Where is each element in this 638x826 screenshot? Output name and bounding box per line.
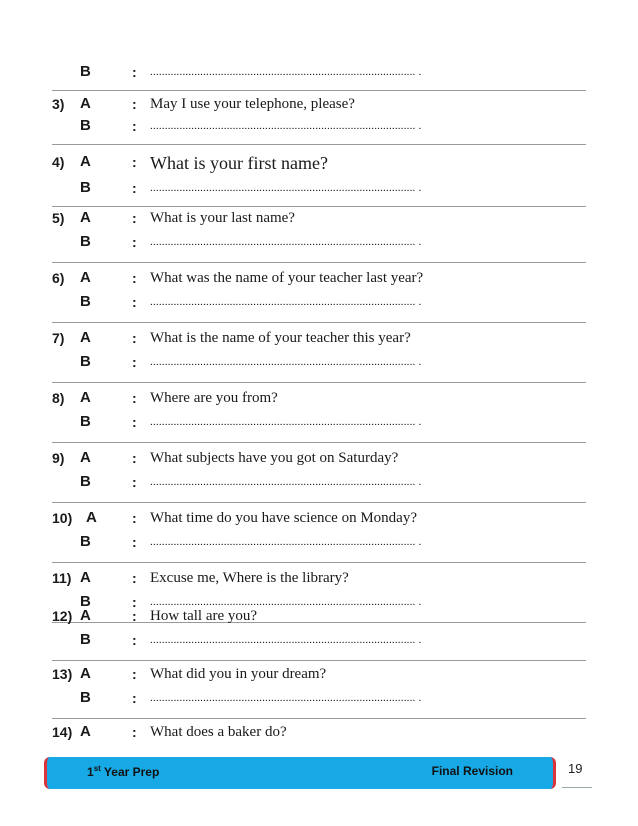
dialogue-item <box>52 446 586 503</box>
speaker-b-label: B <box>80 63 91 80</box>
colon: : <box>132 270 137 286</box>
speaker-b-label: B <box>80 117 91 134</box>
colon: : <box>132 724 137 740</box>
colon: : <box>132 608 137 624</box>
speaker-a-label: A <box>80 95 91 112</box>
colon: : <box>132 354 137 370</box>
speaker-b-label: B <box>80 631 91 648</box>
colon: : <box>132 534 137 550</box>
answer-blank: .......................................................................................... . <box>150 692 422 704</box>
question-text: What did you in your dream? <box>150 666 327 682</box>
dialogue-item <box>52 150 586 207</box>
answer-blank: .......................................................................................... . <box>150 66 422 78</box>
colon: : <box>132 474 137 490</box>
question-text: What was the name of your teacher last year? <box>150 270 424 286</box>
speaker-b-label: B <box>80 179 91 196</box>
item-number: 11) <box>52 570 72 586</box>
question-text: What is the name of your teacher this year? <box>150 330 411 346</box>
answer-blank: .......................................................................................... . <box>150 182 422 194</box>
dialogue-item <box>52 386 586 443</box>
item-number: 8) <box>52 390 65 406</box>
colon: : <box>132 570 137 586</box>
footer-title: Final Revision <box>431 764 513 778</box>
question-text: What does a baker do? <box>150 724 287 740</box>
dialogue-item <box>52 506 586 563</box>
colon: : <box>132 294 137 310</box>
dialogue-item <box>52 720 586 748</box>
speaker-b-label: B <box>80 293 91 310</box>
question-text: Where are you from? <box>150 390 278 406</box>
item-number: 5) <box>52 210 65 226</box>
speaker-b-label: B <box>80 689 91 706</box>
speaker-a-label: A <box>80 665 91 682</box>
item-number: 14) <box>52 724 73 740</box>
answer-blank: .......................................................................................... . <box>150 634 422 646</box>
speaker-a-label: A <box>80 153 91 170</box>
colon: : <box>132 666 137 682</box>
item-number: 3) <box>52 96 65 112</box>
page-number-rule <box>562 787 592 788</box>
speaker-a-label: A <box>80 209 91 226</box>
question-text: What time do you have science on Monday? <box>150 510 417 526</box>
colon: : <box>132 390 137 406</box>
item-number: 6) <box>52 270 65 286</box>
answer-blank: .......................................................................................... . <box>150 356 422 368</box>
dialogue-item <box>52 604 586 661</box>
footer-banner <box>44 757 556 789</box>
colon: : <box>132 330 137 346</box>
colon: : <box>132 510 137 526</box>
speaker-a-label: A <box>80 389 91 406</box>
item-number: 10) <box>52 510 73 526</box>
colon: : <box>132 234 137 250</box>
speaker-b-label: B <box>80 473 91 490</box>
speaker-a-label: A <box>80 329 91 346</box>
answer-blank: .......................................................................................... . <box>150 416 422 428</box>
answer-blank: .......................................................................................... . <box>150 236 422 248</box>
answer-blank: .......................................................................................... . <box>150 596 422 608</box>
colon: : <box>132 118 137 134</box>
footer-grade-label: 1st Year Prep <box>87 764 160 779</box>
colon: : <box>132 414 137 430</box>
item-number: 13) <box>52 666 73 682</box>
question-text: How tall are you? <box>150 608 258 624</box>
dialogue-item <box>52 326 586 383</box>
item-number: 9) <box>52 450 65 466</box>
speaker-a-label: A <box>80 569 91 586</box>
colon: : <box>132 594 137 610</box>
question-text: May I use your telephone, please? <box>150 96 355 112</box>
dialogue-item <box>52 266 586 323</box>
speaker-b-label: B <box>80 593 91 610</box>
speaker-b-label: B <box>80 533 91 550</box>
dialogue-item <box>52 92 586 145</box>
speaker-b-label: B <box>80 353 91 370</box>
question-text: Excuse me, Where is the library? <box>150 570 349 586</box>
speaker-b-label: B <box>80 413 91 430</box>
answer-blank: .......................................................................................... . <box>150 536 422 548</box>
colon: : <box>132 450 137 466</box>
item-number: 7) <box>52 330 65 346</box>
item-number: 12) <box>52 608 73 624</box>
colon: : <box>132 632 137 648</box>
colon: : <box>132 154 137 170</box>
question-text: What is your last name? <box>150 210 295 226</box>
question-text: What subjects have you got on Saturday? <box>150 450 399 466</box>
item-number: 4) <box>52 154 65 170</box>
speaker-b-label: B <box>80 233 91 250</box>
answer-blank: .......................................................................................... . <box>150 476 422 488</box>
colon: : <box>132 64 137 80</box>
dialogue-item <box>52 662 586 719</box>
speaker-a-label: A <box>80 449 91 466</box>
page-number: 19 <box>568 761 583 776</box>
dialogue-item <box>52 206 586 263</box>
answer-blank: .......................................................................................... . <box>150 296 422 308</box>
question-text: What is your first name? <box>150 153 328 173</box>
speaker-a-label: A <box>80 723 91 740</box>
colon: : <box>132 96 137 112</box>
speaker-a-label: A <box>86 509 97 526</box>
colon: : <box>132 210 137 226</box>
colon: : <box>132 690 137 706</box>
speaker-a-label: A <box>80 269 91 286</box>
dialogue-item <box>52 60 586 91</box>
colon: : <box>132 180 137 196</box>
speaker-a-label: A <box>80 607 91 624</box>
answer-blank: .......................................................................................... . <box>150 120 422 132</box>
